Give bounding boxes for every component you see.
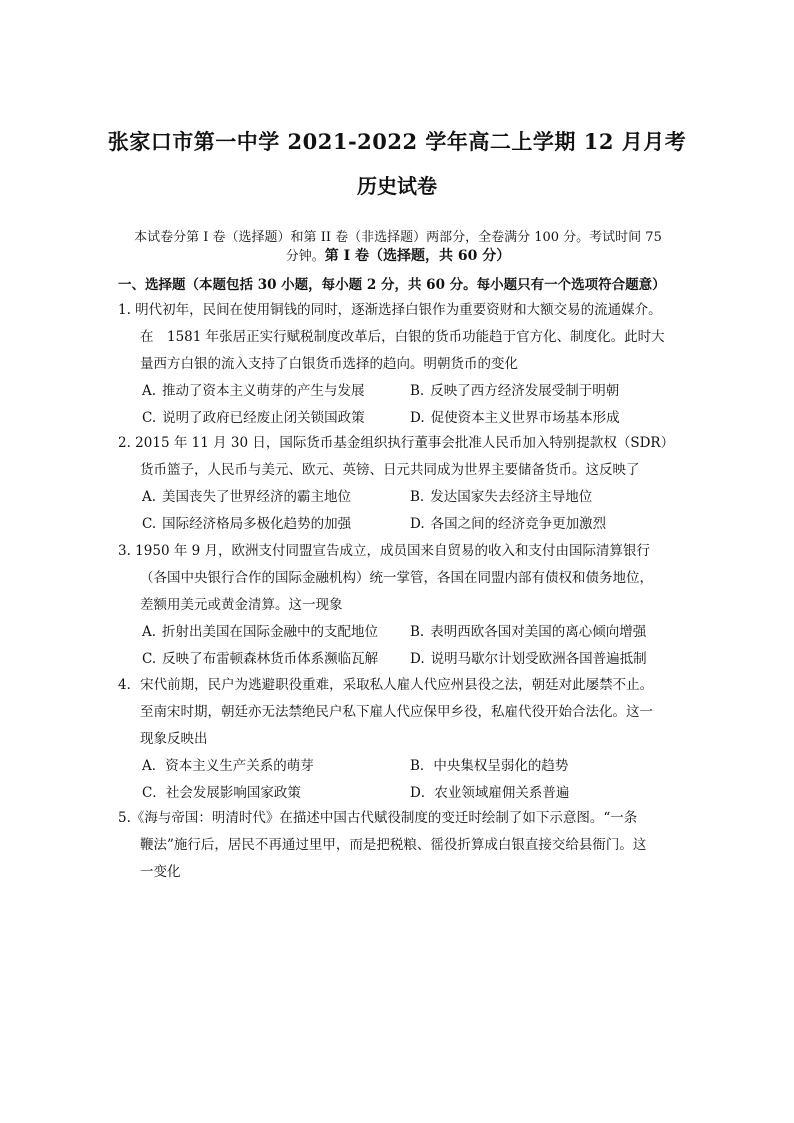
exam-title: 张家口市第一中学 2021-2022 学年高二上学期 12 月月考	[107, 129, 687, 154]
option-text: 农业领域雇佣关系普遍	[434, 785, 570, 801]
option-text: 说明了政府已经废止闭关锁国政策	[162, 410, 365, 426]
question-text-line: 量西方白银的流入支持了白银货币选择的趋向。明朝货币的变化	[140, 356, 518, 372]
option-row	[118, 511, 684, 538]
question-text-line: 至南宋时期，朝廷亦无法禁绝民户私下雇人代应保甲乡役，私雇代役开始合法化。这一	[140, 704, 653, 720]
question-text-line: 5.《海与帝国：明清时代》在描述中国古代赋役制度的变迁时绘制了如下示意图。“一条	[118, 810, 638, 826]
option-c[interactable]	[142, 780, 301, 807]
question-4	[118, 672, 684, 807]
option-label: C．	[142, 785, 166, 801]
question-text-line: 4．宋代前期，民户为逃避职役重难，采取私人雇人代应州县役之法，朝廷对此屡禁不止。	[118, 677, 654, 693]
option-label: C.	[142, 651, 157, 667]
option-text: 社会发展影响国家政策	[165, 785, 301, 801]
instructions-line-2	[118, 247, 678, 266]
question-text-line: 差额用美元或黄金清算。这一现象	[140, 597, 343, 613]
question-5	[118, 805, 684, 886]
option-text: 美国丧失了世界经济的霸主地位	[162, 489, 352, 505]
option-a[interactable]	[142, 619, 378, 646]
exam-subtitle: 历史试卷	[357, 174, 437, 198]
option-row	[118, 619, 684, 646]
option-row	[118, 405, 684, 432]
option-b[interactable]	[410, 619, 646, 646]
section-heading: 一、选择题（本题包括 30 小题，每小题 2 分，共 60 分。每小题只有一个选项符合题意）	[118, 277, 666, 293]
option-a[interactable]	[142, 378, 365, 405]
instructions-line-2-text: 分钟。	[285, 249, 325, 264]
part-one-heading: 第 I 卷（选择题，共 60 分）	[324, 248, 511, 264]
option-label: A.	[142, 624, 157, 640]
option-label: B.	[410, 624, 425, 640]
option-row	[118, 780, 684, 807]
question-text-line: 3. 1950 年 9 月，欧洲支付同盟宣告成立，成员国来自贸易的收入和支付由国际清算银行	[118, 543, 650, 559]
option-row	[118, 484, 684, 511]
option-a[interactable]	[142, 753, 314, 780]
option-label: B.	[410, 489, 425, 505]
option-text: 国际经济格局多极化趋势的加强	[162, 516, 352, 532]
question-text-line: 1. 明代初年，民间在使用铜钱的同时，逐渐选择白银作为重要资财和大额交易的流通媒介。	[118, 302, 662, 318]
question-text-line: 一变化	[140, 864, 181, 880]
option-d[interactable]	[410, 405, 620, 432]
option-d[interactable]	[410, 780, 569, 807]
option-label: B.	[410, 383, 425, 399]
option-text: 发达国家失去经济主导地位	[430, 489, 593, 505]
option-text: 各国之间的经济竞争更加激烈	[430, 516, 607, 532]
question-3	[118, 538, 684, 673]
option-b[interactable]	[410, 378, 619, 405]
option-label: A．	[142, 758, 166, 774]
instructions-line-1: 本试卷分第 I 卷（选择题）和第 II 卷（非选择题）两部分，全卷满分 100 分。考试时间 75	[134, 230, 662, 245]
option-label: A.	[142, 383, 157, 399]
option-label: B．	[410, 758, 434, 774]
option-c[interactable]	[142, 646, 378, 673]
option-text: 资本主义生产关系的萌芽	[165, 758, 314, 774]
option-b[interactable]	[410, 753, 568, 780]
option-row	[118, 378, 684, 405]
option-a[interactable]	[142, 484, 351, 511]
option-text: 促使资本主义世界市场基本形成	[430, 410, 620, 426]
option-text: 反映了西方经济发展受制于明朝	[430, 383, 620, 399]
option-d[interactable]	[410, 511, 606, 538]
option-d[interactable]	[410, 646, 647, 673]
option-text: 折射出美国在国际金融中的支配地位	[162, 624, 379, 640]
option-label: D．	[410, 785, 435, 801]
option-b[interactable]	[410, 484, 592, 511]
option-label: D.	[410, 516, 425, 532]
option-text: 反映了布雷顿森林货币体系濒临瓦解	[162, 651, 379, 667]
option-text: 表明西欧各国对美国的离心倾向增强	[430, 624, 647, 640]
option-text: 说明马歇尔计划受欧洲各国普遍抵制	[430, 651, 647, 667]
question-2	[118, 430, 684, 538]
option-label: D.	[410, 651, 425, 667]
question-text-line: （各国中央银行合作的国际金融机构）统一掌管，各国在同盟内部有债权和债务地位，	[140, 570, 653, 586]
question-text-line: 在 1581 年张居正实行赋税制度改革后，白银的货币功能趋于官方化、制度化。此时大	[140, 329, 665, 345]
question-text-line: 鞭法”施行后，居民不再通过里甲，而是把税粮、徭役折算成白银直接交给县衙门。这	[140, 837, 647, 853]
question-text-line: 现象反映出	[140, 731, 208, 747]
exam-instructions	[118, 228, 678, 266]
option-row	[118, 646, 684, 673]
option-label: C.	[142, 410, 157, 426]
option-c[interactable]	[142, 511, 351, 538]
question-1	[118, 297, 684, 432]
option-label: C.	[142, 516, 157, 532]
option-label: A.	[142, 489, 157, 505]
option-text: 中央集权呈弱化的趋势	[433, 758, 569, 774]
option-label: D.	[410, 410, 425, 426]
option-row	[118, 753, 684, 780]
question-text-line: 货币篮子，人民币与美元、欧元、英镑、日元共同成为世界主要储备货币。这反映了	[140, 462, 640, 478]
question-text-line: 2. 2015 年 11 月 30 日，国际货币基金组织执行董事会批准人民币加入特别提款权（SDR）	[118, 435, 675, 451]
option-text: 推动了资本主义萌芽的产生与发展	[162, 383, 365, 399]
option-c[interactable]	[142, 405, 365, 432]
